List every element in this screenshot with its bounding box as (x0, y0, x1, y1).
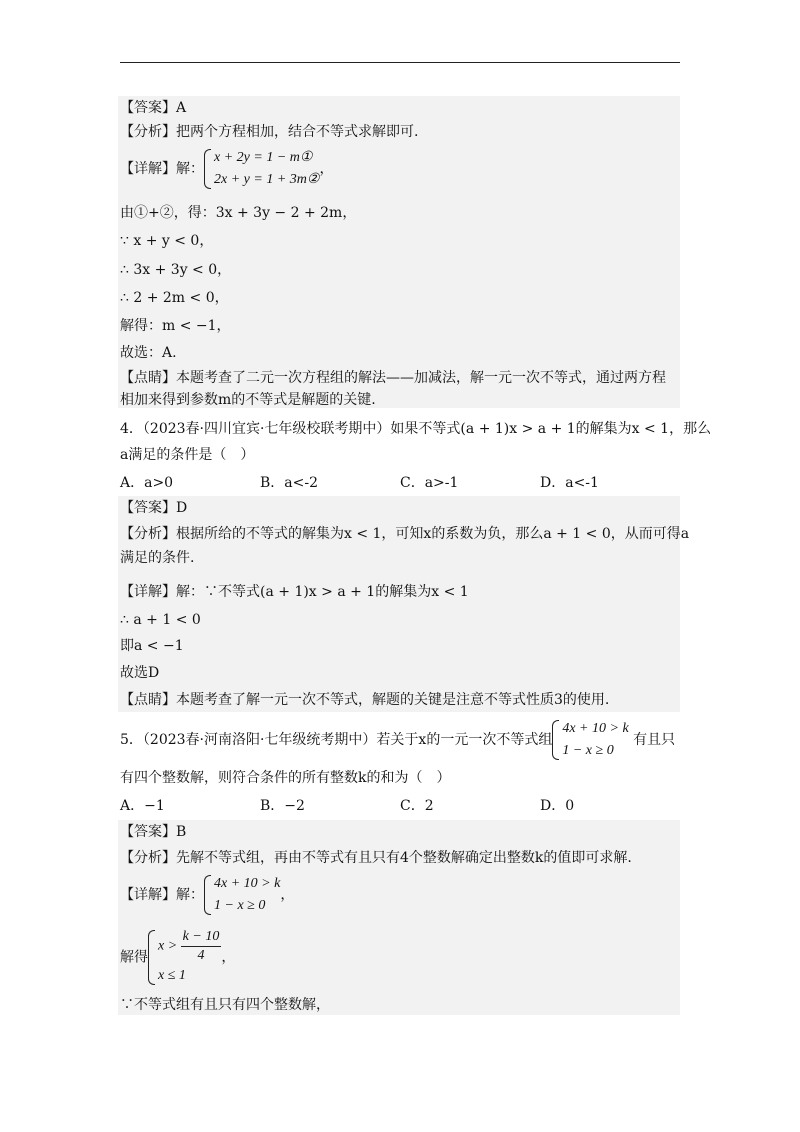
q5-answer: 【答案】B (120, 824, 187, 840)
q3-system-tail: ， (319, 161, 334, 177)
q5-solve (120, 928, 235, 987)
q5-solve-tail: ， (221, 949, 236, 966)
q4-option-c: C．a>-1 (400, 475, 459, 491)
q5-stem-eq1: 4x + 10 > k (562, 721, 629, 736)
q3-step4: ∴ 2 + 2m < 0， (120, 290, 229, 306)
q4-option-d: D．a<-1 (540, 475, 599, 491)
q5-detail (120, 873, 294, 917)
q5-detail-eq1: 4x + 10 > k (214, 876, 281, 891)
q5-fraction (181, 928, 222, 965)
q5-solve-label: 解得 (120, 949, 148, 966)
q5-option-c: C．2 (400, 798, 434, 814)
q3-analysis: 【分析】把两个方程相加，结合不等式求解即可. (120, 124, 419, 140)
q5-detail-label: 【详解】解： (120, 887, 204, 903)
q4-step1: ∴ a + 1 < 0 (120, 612, 201, 628)
q5-last: ∵不等式组有且只有四个整数解， (120, 997, 330, 1013)
q5-fraction-num: k − 10 (181, 928, 222, 947)
q3-comment-2: 相加来得到参数m的不等式是解题的关键. (120, 392, 376, 408)
q5-stem-prefix: 5．（2023春·河南洛阳·七年级统考期中）若关于x的一元一次不等式组 (120, 732, 553, 748)
q3-detail-label: 【详解】解： (120, 161, 204, 177)
q3-step3: ∴ 3x + 3y < 0， (120, 262, 232, 278)
q3-answer: 【答案】A (120, 100, 187, 116)
q4-step2: 即a < −1 (120, 638, 184, 654)
q4-detail: 【详解】解：∵不等式(a + 1)x > a + 1的解集为x < 1 (120, 584, 469, 600)
q3-choose: 故选：A. (120, 345, 177, 361)
q4-option-a: A．a>0 (120, 475, 174, 491)
q5-solve-eq1 (158, 928, 221, 965)
q3-system-eq1: x + 2y = 1 − m① (214, 150, 313, 165)
q3-step2: ∵ x + y < 0， (120, 233, 214, 249)
q3-detail (120, 147, 333, 191)
q5-fraction-den: 4 (197, 948, 205, 963)
q3-step5: 解得：m < −1， (120, 318, 231, 334)
q5-solve-lhs: x > (158, 938, 178, 954)
q4-answer: 【答案】D (120, 500, 188, 516)
q5-solve-system (148, 928, 221, 987)
q5-option-d: D．0 (540, 798, 575, 814)
q5-detail-eq2: 1 − x ≥ 0 (214, 898, 266, 913)
q4-stem-1: 4．（2023春·四川宜宾·七年级校联考期中）如果不等式(a + 1)x > a + 1的解集为x < 1，那么 (120, 421, 712, 437)
q4-comment: 【点睛】本题考查了解一元一次不等式，解题的关键是注意不等式性质3的使用. (120, 692, 610, 708)
solution-block-q3 (118, 96, 680, 408)
q5-stem-suffix: 有且只 (633, 732, 676, 748)
q5-solve-eq2: x ≤ 1 (158, 968, 186, 983)
q4-analysis-2: 满足的条件. (120, 550, 195, 566)
q5-detail-tail: ， (280, 887, 295, 903)
q3-comment-1: 【点睛】本题考查了二元一次方程组的解法——加减法，解一元一次不等式，通过两方程 (120, 370, 666, 386)
q5-option-a: A．−1 (120, 798, 165, 814)
q3-system-eq2: 2x + y = 1 + 3m② (214, 172, 320, 187)
q5-stem-1 (120, 718, 675, 762)
q4-analysis-1: 【分析】根据所给的不等式的解集为x < 1，可知x的系数为负，那么a + 1 < 0，从而可得a (120, 526, 690, 542)
q5-analysis: 【分析】先解不等式组，再由不等式有且只有4个整数解确定出整数k的值即可求解. (120, 850, 632, 866)
q3-step1: 由①+②，得：3x + 3y − 2 + 2m， (120, 205, 357, 221)
q4-option-b: B．a<-2 (260, 475, 319, 491)
q4-stem-2: a满足的条件是（ ） (120, 447, 255, 463)
q3-equation-system (204, 147, 319, 191)
q5-detail-system (204, 873, 280, 917)
q5-stem-system (552, 718, 628, 762)
q4-choose: 故选D (120, 665, 160, 681)
q5-stem-2: 有四个整数解，则符合条件的所有整数k的和为（ ） (120, 770, 451, 786)
q5-stem-eq2: 1 − x ≥ 0 (562, 743, 614, 758)
header-rule (120, 62, 680, 63)
q5-option-b: B．−2 (260, 798, 305, 814)
